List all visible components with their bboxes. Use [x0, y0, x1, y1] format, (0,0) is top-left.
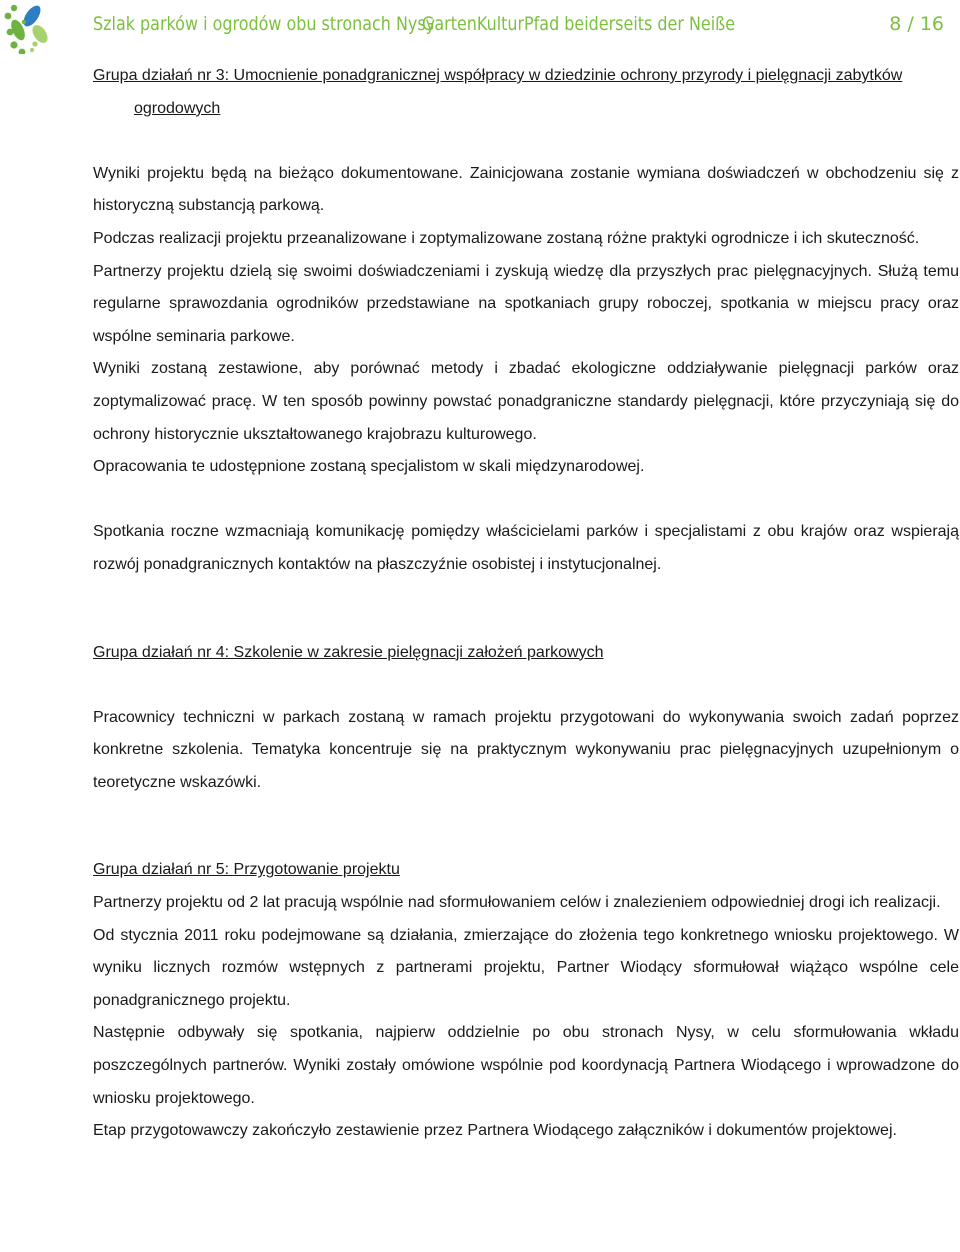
section-3-closing-paragraph: Spotkania roczne wzmacniają komunikację pomiędzy właścicielami parków i specjalistami z obu krajów oraz wspierają rozwój ponadgranicznych kontaktów na płaszczyźnie osobistej i instytucjonalnej. [93, 523, 959, 573]
section-5-paragraph-4: Etap przygotowawczy zakończyło zestawienie przez Partnera Wiodącego załączników i dokumentów projektowej. [93, 1122, 897, 1140]
section-3-paragraph-1: Wyniki projektu będą na bieżąco dokumentowane. Zainicjowana zostanie wymiana doświadczeń w obchodzeniu się z historyczną substancją parkową. [93, 164, 959, 215]
section-3-paragraph-5: Opracowania te udostępnione zostaną specjalistom w skali międzynarodowej. [93, 458, 645, 476]
page-number: 8 / 16 [889, 13, 944, 35]
header-title-polish: Szlak parków i ogrodów obu stronach Nysy [93, 13, 436, 35]
document-body [93, 60, 959, 1148]
section-3-paragraph-2: Podczas realizacji projektu przeanalizowane i zoptymalizowane zostaną różne praktyki ogrodnicze i ich skuteczność. [93, 229, 920, 247]
section-3-paragraph-3: Partnerzy projektu dzielą się swoimi doświadczeniami i zyskują wiedzę dla przyszłych prac pielęgnacyjnych. Służą temu regularne sprawozdania ogrodników przedstawiane na spotkaniach grupy roboczej, spotkania w miejscu pracy oraz wspólne seminaria parkowe. [93, 262, 959, 345]
garden-leaf-logo-icon [2, 2, 52, 54]
section-5-heading: Grupa działań nr 5: Przygotowanie projektu [93, 861, 400, 879]
section-4-paragraph: Pracownicy techniczni w parkach zostaną w ramach projektu przygotowani do wykonywania swoich zadań poprzez konkretne szkolenia. Tematyka koncentruje się na praktycznym wykonywaniu prac pielęgnacyjnych uzupełnionym o teoretyczne wskazówki. [93, 708, 959, 791]
header-title-german: GartenKulturPfad beiderseits der Neiße [422, 13, 736, 35]
section-4-heading: Grupa działań nr 4: Szkolenie w zakresie pielęgnacji założeń parkowych [93, 643, 604, 661]
section-5-paragraph-2: Od stycznia 2011 roku podejmowane są działania, zmierzające do złożenia tego konkretnego wniosku projektowego. W wyniku licznych rozmów wstępnych z partnerami projektu, Partner Wiodący sformułował wiążąco wspólne cele ponadgranicznego projektu. [93, 926, 959, 1009]
section-5-paragraph-1: Partnerzy projektu od 2 lat pracują wspólnie nad sformułowaniem celów i znalezieniem odpowiedniej drogi ich realizacji. [93, 894, 941, 912]
section-3-heading: Grupa działań nr 3: Umocnienie ponadgranicznej współpracy w dziedzinie ochrony przyrody i pielęgnacji zabytków ogrodowych [93, 67, 903, 117]
page-header [0, 0, 960, 58]
section-3-paragraph-4: Wyniki zostaną zestawione, aby porównać metody i zbadać ekologiczne oddziaływanie pielęgnacji parków oraz zoptymalizować pracę. W ten sposób powinny powstać ponadgraniczne standardy pielęgnacji, które przyczyniają się do ochrony historycznie ukształtowanego krajobrazu kulturowego. [93, 360, 959, 443]
section-5-paragraph-3: Następnie odbywały się spotkania, najpierw oddzielnie po obu stronach Nysy, w celu sformułowania wkładu poszczególnych partnerów. Wyniki zostały omówione wspólnie pod koordynacją Partnera Wiodącego i wprowadzone do wniosku projektowego. [93, 1024, 959, 1107]
